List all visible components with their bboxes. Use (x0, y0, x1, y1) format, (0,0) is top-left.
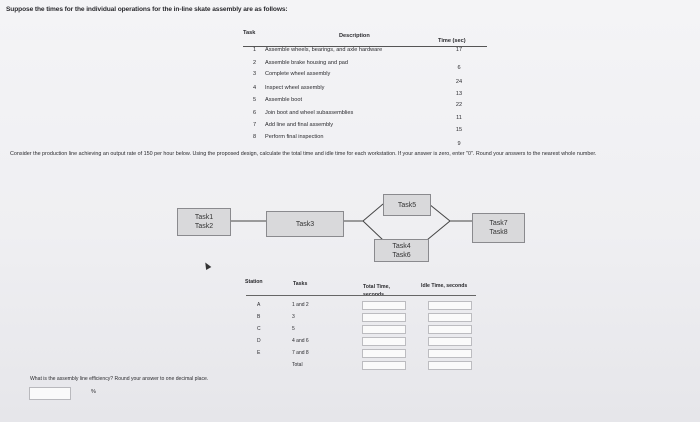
answer-header-divider (246, 295, 476, 296)
node-task-label: Task2 (194, 223, 214, 230)
description-column-header: Description (339, 33, 370, 39)
task-description: Assemble brake housing and pad (265, 60, 349, 66)
idle-time-input-c[interactable] (428, 325, 472, 334)
total-time-input-c[interactable] (362, 325, 406, 334)
station-label: A (257, 302, 261, 308)
task-description: Assemble boot (265, 97, 303, 103)
station-tasks: 3 (292, 314, 295, 320)
task-number: 5 (253, 97, 257, 103)
station-label: E (257, 350, 261, 356)
connector-junction-ws4 (363, 221, 383, 240)
station-label: D (257, 338, 261, 344)
total-time-input-b[interactable] (362, 313, 406, 322)
idle-time-input-e[interactable] (428, 349, 472, 358)
idle-time-input-b[interactable] (428, 313, 472, 322)
total-time-input-total[interactable] (362, 361, 406, 370)
task-time: 9 (457, 141, 461, 147)
task-number: 4 (253, 85, 257, 91)
task-number: 2 (253, 60, 257, 66)
idle-time-column-header: Idle Time, seconds (421, 283, 468, 289)
task-number: 7 (253, 122, 257, 128)
task-time: 11 (456, 115, 462, 121)
station-tasks: 5 (292, 326, 295, 332)
time-column-header: Time (sec) (438, 38, 466, 44)
task-time: 22 (455, 102, 463, 108)
connector-ws4-join (427, 221, 450, 240)
task-time: 13 (455, 91, 463, 97)
station-tasks: 7 and 8 (292, 350, 309, 356)
task-description: Join boot and wheel subassemblies (265, 110, 354, 116)
idle-time-input-total[interactable] (428, 361, 472, 370)
task-number: 8 (253, 134, 257, 140)
percent-unit: % (91, 389, 96, 395)
task-description: Assemble wheels, bearings, and axle hardware (265, 47, 383, 53)
node-task-label: Task6 (392, 251, 411, 259)
task-time: 17 (455, 47, 463, 53)
node-task-label: Task7 (489, 220, 508, 227)
connector-ws3-join (429, 204, 450, 221)
station-tasks: 1 and 2 (292, 302, 309, 308)
station-label: B (257, 314, 261, 320)
station-label: C (257, 326, 261, 332)
task-description: Inspect wheel assembly (265, 85, 325, 91)
workstation-node-4 (374, 239, 429, 262)
workstation-node-1 (177, 208, 231, 236)
connector-junction-ws3 (363, 204, 383, 221)
total-time-input-e[interactable] (362, 349, 406, 358)
node-task-label: Task8 (489, 229, 508, 236)
total-time-input-a[interactable] (362, 301, 406, 310)
question-intro: Suppose the times for the individual operations for the in-line skate assembly are as follows: (6, 6, 288, 13)
task-number: 3 (253, 71, 257, 77)
node-task-label: Task4 (392, 242, 411, 250)
efficiency-question: What is the assembly line efficiency? Round your answer to one decimal place. (30, 376, 209, 382)
total-time-input-d[interactable] (362, 337, 406, 346)
instructions-paragraph: Consider the production line achieving an output rate of 150 per hour below. Using the proposed design, calculate the total time and idle time for each workstation. If your answer is zero, enter "0". Round your answers to the nearest whole number. (10, 151, 597, 157)
task-description: Add line and final assembly (265, 122, 334, 128)
idle-time-input-a[interactable] (428, 301, 472, 310)
workstation-node-2 (266, 211, 344, 237)
node-task-label: Task1 (194, 214, 214, 221)
task-time: 24 (455, 79, 463, 85)
total-row-label: Total (292, 362, 303, 368)
node-task-label: Task3 (295, 220, 315, 228)
task-time: 6 (457, 65, 461, 71)
node-task-label: Task5 (397, 201, 417, 209)
task-description: Complete wheel assembly (265, 71, 331, 77)
workstation-node-3 (383, 194, 431, 216)
idle-time-input-d[interactable] (428, 337, 472, 346)
task-number: 6 (253, 110, 257, 116)
efficiency-input[interactable] (29, 387, 71, 400)
station-column-header: Station (245, 279, 263, 285)
task-description: Perform final inspection (265, 134, 324, 140)
workstation-node-5 (472, 213, 525, 243)
station-tasks: 4 and 6 (292, 338, 309, 344)
tasks-column-header: Tasks (293, 281, 308, 287)
task-number: 1 (253, 47, 257, 53)
total-time-column-header: Total Time, seconds (363, 284, 390, 298)
task-time: 15 (455, 127, 463, 133)
task-column-header: Task (243, 30, 256, 36)
